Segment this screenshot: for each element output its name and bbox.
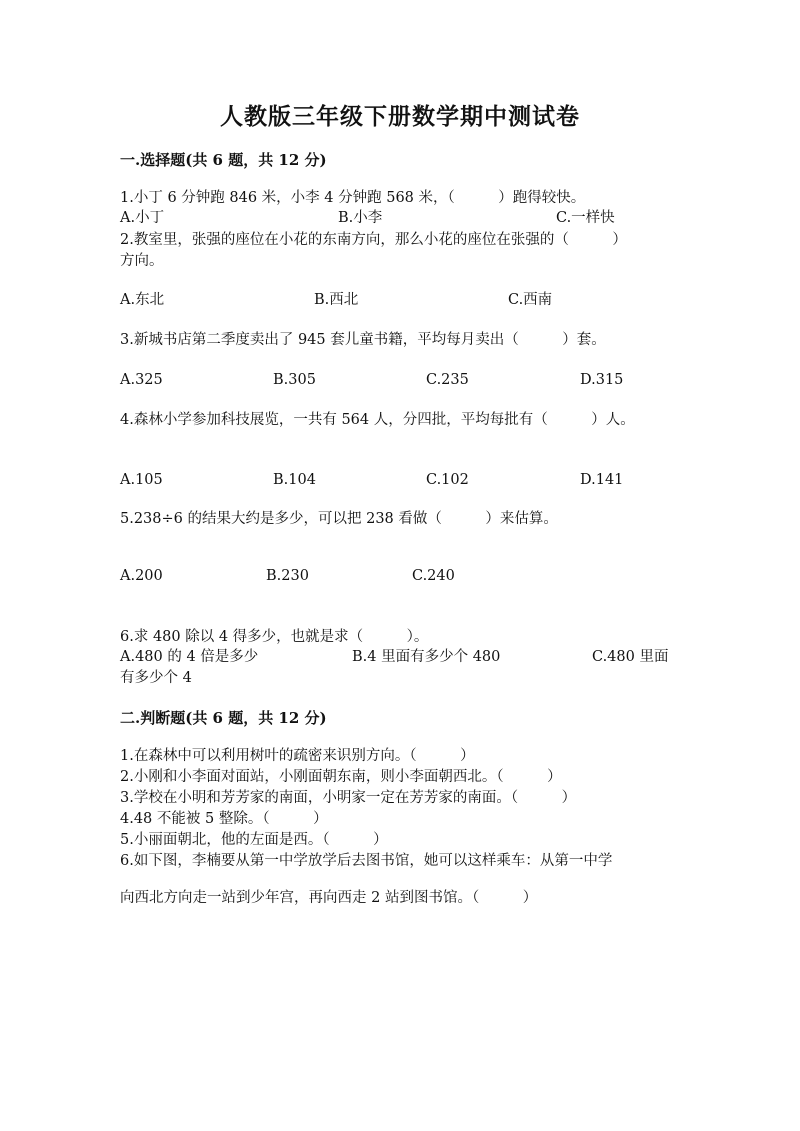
option-d: D.315 bbox=[580, 372, 624, 388]
option-c: C.一样快 bbox=[556, 210, 615, 226]
option-b: B.小李 bbox=[338, 210, 383, 226]
option-c: C.240 bbox=[412, 568, 455, 584]
question-stem: 2.教室里，张强的座位在小花的东南方向，那么小花的座位在张强的（ ） bbox=[120, 232, 627, 248]
statement-item-continued: 向西北方向走一站到少年宫，再向西走 2 站到图书馆。（ ） bbox=[120, 890, 538, 906]
question-stem-continued: 方向。 bbox=[120, 253, 164, 269]
option-a: A.东北 bbox=[120, 292, 165, 308]
statement-item: 2.小刚和小李面对面站，小刚面朝东南，则小李面朝西北。（ ） bbox=[120, 769, 562, 785]
question-stem: 3.新城书店第二季度卖出了 945 套儿童书籍，平均每月卖出（ ）套。 bbox=[120, 332, 606, 348]
statement-item: 1.在森林中可以利用树叶的疏密来识别方向。（ ） bbox=[120, 748, 475, 764]
option-c-continued: 有多少个 4 bbox=[120, 670, 192, 686]
statement-item: 5.小丽面朝北，他的左面是西。（ ） bbox=[120, 832, 388, 848]
question-stem: 1.小丁 6 分钟跑 846 米，小李 4 分钟跑 568 米，（ ）跑得较快。 bbox=[120, 190, 586, 206]
section-heading-choice: 一.选择题(共 6 题，共 12 分) bbox=[120, 151, 327, 169]
option-b: B.230 bbox=[266, 568, 309, 584]
page-title: 人教版三年级下册数学期中测试卷 bbox=[220, 103, 580, 130]
question-stem: 4.森林小学参加科技展览，一共有 564 人，分四批，平均每批有（ ）人。 bbox=[120, 412, 635, 428]
option-a: A.200 bbox=[120, 568, 163, 584]
option-b: B.104 bbox=[273, 472, 316, 488]
option-c: C.102 bbox=[426, 472, 469, 488]
option-d: D.141 bbox=[580, 472, 624, 488]
option-c: C.西南 bbox=[508, 292, 553, 308]
option-a: A.小丁 bbox=[120, 210, 165, 226]
option-c: C.235 bbox=[426, 372, 469, 388]
statement-item: 3.学校在小明和芳芳家的南面，小明家一定在芳芳家的南面。（ ） bbox=[120, 790, 577, 806]
option-b: B.4 里面有多少个 480 bbox=[352, 649, 501, 665]
option-a: A.325 bbox=[120, 372, 163, 388]
option-a: A.105 bbox=[120, 472, 163, 488]
statement-item: 6.如下图，李楠要从第一中学放学后去图书馆，她可以这样乘车：从第一中学 bbox=[120, 853, 613, 869]
option-b: B.305 bbox=[273, 372, 316, 388]
option-a: A.480 的 4 倍是多少 bbox=[120, 649, 259, 665]
statement-item: 4.48 不能被 5 整除。（ ） bbox=[120, 811, 328, 827]
section-heading-judgement: 二.判断题(共 6 题，共 12 分) bbox=[120, 709, 327, 727]
option-b: B.西北 bbox=[314, 292, 359, 308]
question-stem: 6.求 480 除以 4 得多少，也就是求（ ）。 bbox=[120, 629, 429, 645]
option-c: C.480 里面 bbox=[592, 649, 669, 665]
question-stem: 5.238÷6 的结果大约是多少，可以把 238 看做（ ）来估算。 bbox=[120, 511, 558, 527]
